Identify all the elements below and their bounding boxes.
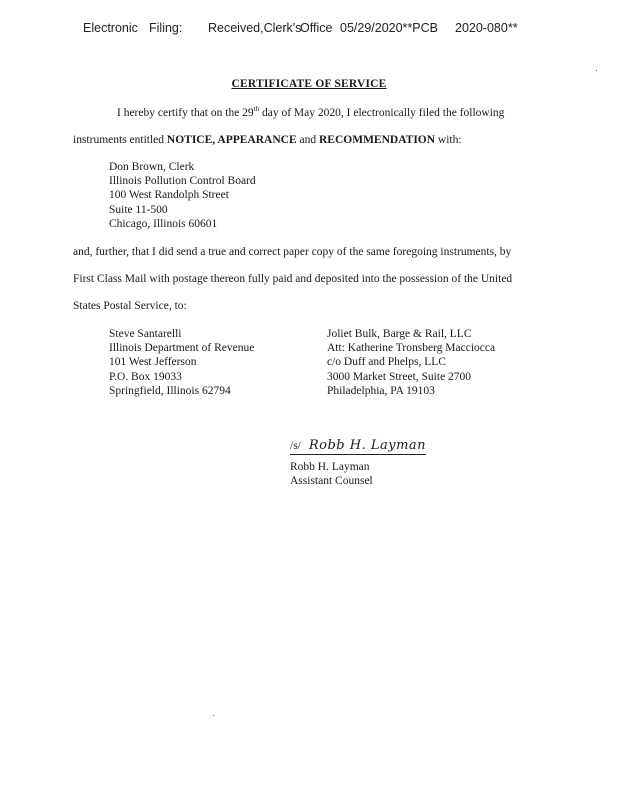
- clerk-address-block: [109, 160, 256, 231]
- service-paragraph-line2: First Class Mail with postage thereon fully paid and deposited into the possession of the United: [73, 273, 513, 285]
- para1-before: I hereby certify that on the 29: [117, 107, 254, 119]
- address-line: 3000 Market Street, Suite 2700: [327, 370, 472, 383]
- header-number: 2020-080**: [455, 21, 518, 35]
- address-line: Steve Santarelli: [109, 328, 182, 340]
- recipient-left-block: [109, 327, 254, 398]
- para2-before: instruments entitled: [73, 134, 167, 146]
- header-electronic: Electronic: [83, 21, 138, 35]
- service-paragraph-line3: States Postal Service, to:: [73, 300, 187, 312]
- certify-paragraph-line1: [117, 107, 504, 119]
- para1-sup: th: [253, 105, 260, 114]
- address-line: Don Brown, Clerk: [109, 161, 195, 173]
- address-line: P.O. Box 19033: [109, 370, 182, 383]
- signature-script: Robb H. Layman: [308, 438, 427, 453]
- signer-block: [290, 460, 373, 488]
- address-line: Springfield, Illinois 62794: [109, 384, 231, 397]
- header-office: Office: [300, 21, 333, 35]
- para2-notice-appearance: NOTICE, APPEARANCE: [166, 134, 297, 146]
- address-line: 100 West Randolph Street: [109, 189, 229, 202]
- para2-mid: and: [296, 134, 319, 146]
- recipient-right-block: [327, 327, 495, 398]
- address-line: Illinois Pollution Control Board: [109, 175, 256, 188]
- address-line: Joliet Bulk, Barge & Rail, LLC: [327, 328, 472, 340]
- para2-recommendation: RECOMMENDATION: [318, 134, 436, 146]
- header-filing: Filing:: [149, 21, 183, 35]
- address-line: Chicago, Illinois 60601: [109, 217, 218, 230]
- address-line: c/o Duff and Phelps, LLC: [327, 356, 446, 369]
- address-line: Suite 11-500: [109, 203, 168, 216]
- header-received: Received,Clerk's: [208, 21, 302, 35]
- scan-speck: [213, 715, 214, 716]
- signature: [290, 438, 426, 453]
- address-line: 101 West Jefferson: [109, 356, 197, 369]
- signer-name: Robb H. Layman: [290, 461, 370, 473]
- scan-speck: [596, 70, 597, 71]
- para2-after: with:: [435, 134, 462, 146]
- signature-prefix: /s/: [290, 440, 301, 452]
- document-title: CERTIFICATE OF SERVICE: [231, 78, 387, 90]
- header-date-pcb: 05/29/2020**PCB: [340, 21, 438, 35]
- para1-after: day of May 2020, I electronically filed the following: [259, 107, 505, 119]
- certify-paragraph-line2: [73, 134, 462, 146]
- address-line: Philadelphia, PA 19103: [327, 384, 435, 397]
- address-line: Att: Katherine Tronsberg Macciocca: [327, 342, 496, 355]
- service-paragraph-line1: and, further, that I did send a true and correct paper copy of the same foregoing instruments, by: [73, 246, 512, 258]
- signer-title: Assistant Counsel: [290, 475, 373, 488]
- address-line: Illinois Department of Revenue: [109, 342, 255, 355]
- signature-line: [290, 454, 426, 455]
